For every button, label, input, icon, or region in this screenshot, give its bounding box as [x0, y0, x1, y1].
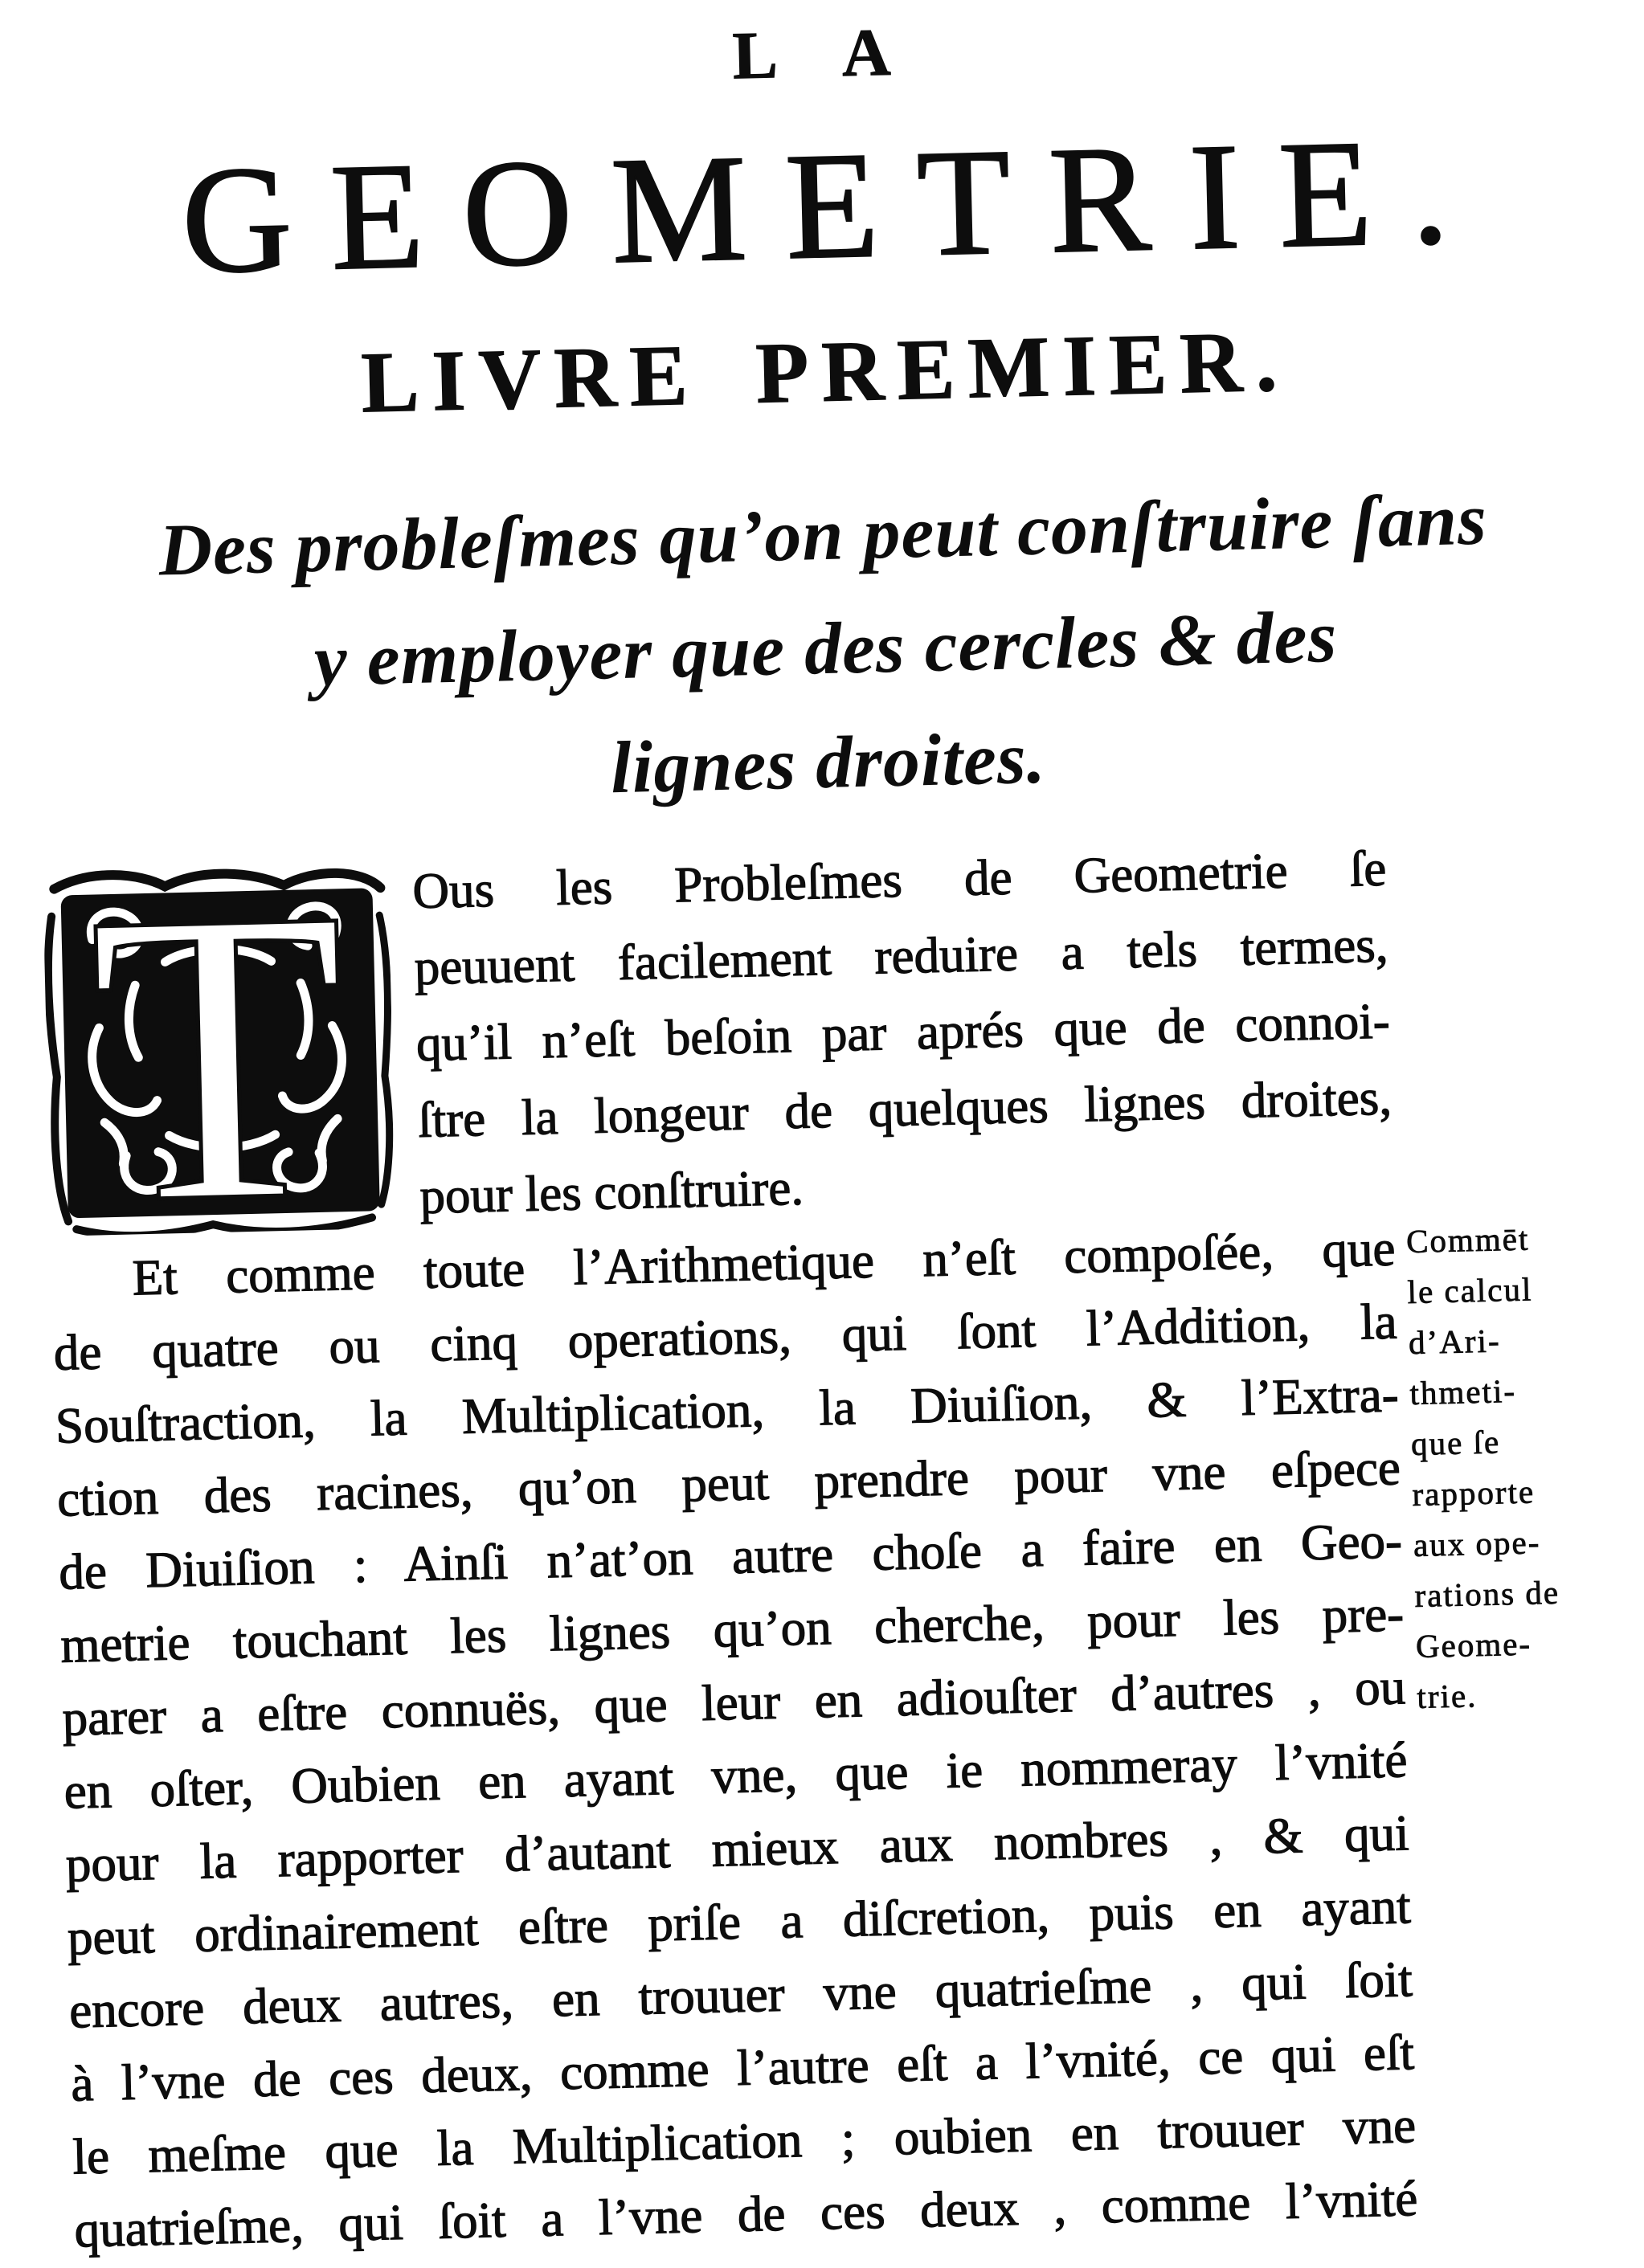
section-heading-line: lignes droites. — [609, 716, 1047, 809]
drop-cap-ornament — [43, 859, 397, 1236]
margin-note-line: que ſe — [1410, 1423, 1501, 1463]
page-title: GEOMETRIE. — [179, 106, 1490, 306]
text-line: metrie touchant les lignes qu’on cherche, pour les pre- — [59, 1585, 1405, 1673]
margin-note-line: rapporte — [1411, 1473, 1536, 1514]
section-heading-line: y employer que des cercles & des — [313, 595, 1339, 701]
margin-note-line: rations de — [1413, 1573, 1560, 1614]
paragraph-first — [43, 831, 1395, 1244]
margin-note-line: trie. — [1416, 1677, 1478, 1715]
margin-note-line: Commēt — [1405, 1220, 1530, 1261]
drop-cap-letter: T — [85, 858, 352, 1236]
text-line: en oſter, Oubien en ayant vne, que ie nommeray l’vnité — [63, 1731, 1409, 1820]
section-heading — [0, 458, 1644, 839]
text-line: de quatre ou cinq operations, qui ſont l’Addition, la — [53, 1293, 1398, 1381]
margin-note-line: le calcul — [1407, 1270, 1533, 1311]
text-line: le meſme que la Multiplication ; oubien en trouuer vne — [72, 2097, 1417, 2185]
text-line: à l’vne de ces deux, comme l’autre eſt a l’vnité, ce qui eſt — [70, 2024, 1415, 2112]
margin-note-line: thmeti- — [1409, 1371, 1517, 1412]
text-line: encore deux autres, en trouuer vne quatrieſme , qui ſoit — [68, 1951, 1413, 2039]
text-column — [43, 831, 1560, 2267]
text-line: peuuent facilement reduire a tels termes, — [413, 916, 1389, 996]
text-line: Ous les Probleſmes de Geometrie ſe — [411, 840, 1387, 920]
text-line: peut ordinairement eſtre priſe a diſcretion, puis en ayant — [67, 1878, 1412, 1966]
woodcut-initial-icon — [43, 859, 397, 1236]
text-line: ſtre la longeur de quelques lignes droites, — [417, 1069, 1392, 1149]
margin-note-line: aux ope- — [1413, 1523, 1541, 1564]
text-line: pour la rapporter d’autant mieux aux nombres , & qui — [65, 1804, 1410, 1893]
text-line: Souſtraction, la Multiplication, la Diuiſion, & l’Extra- — [55, 1366, 1400, 1454]
header-kicker: LA — [731, 13, 956, 94]
text-line: pour les conſtruire. — [419, 1159, 804, 1225]
margin-note-line: d’Ari- — [1408, 1322, 1502, 1362]
margin-note-line: Geome- — [1415, 1624, 1532, 1665]
paragraph-second — [51, 1212, 1560, 2266]
text-line: de Diuiſion : Ainſi n’at’on autre choſe a faire en Geo- — [58, 1512, 1403, 1600]
text-line: quatrieſme, qui ſoit a l’vne de ces deux , comme l’vnité — [73, 2170, 1419, 2258]
section-heading-line: Des probleſmes qu’on peut conſtruire ſans — [157, 477, 1488, 591]
margin-note — [1405, 1210, 1644, 1722]
text-line: parer a eſtre connuës, que leur en adiouſter d’autres , ou — [61, 1658, 1406, 1747]
paragraph-second-lines — [51, 1212, 1419, 2266]
text-line: qu’il n’eſt beſoin par aprés que de connoi- — [415, 992, 1391, 1073]
chapter-title: LIVRE PREMIER. — [360, 313, 1291, 431]
text-line: ction des racines, qu’on peut prendre pour vne eſpece — [56, 1439, 1401, 1527]
text-line: Et comme toute l’Arithmetique n’eſt compoſée, que — [131, 1220, 1397, 1306]
